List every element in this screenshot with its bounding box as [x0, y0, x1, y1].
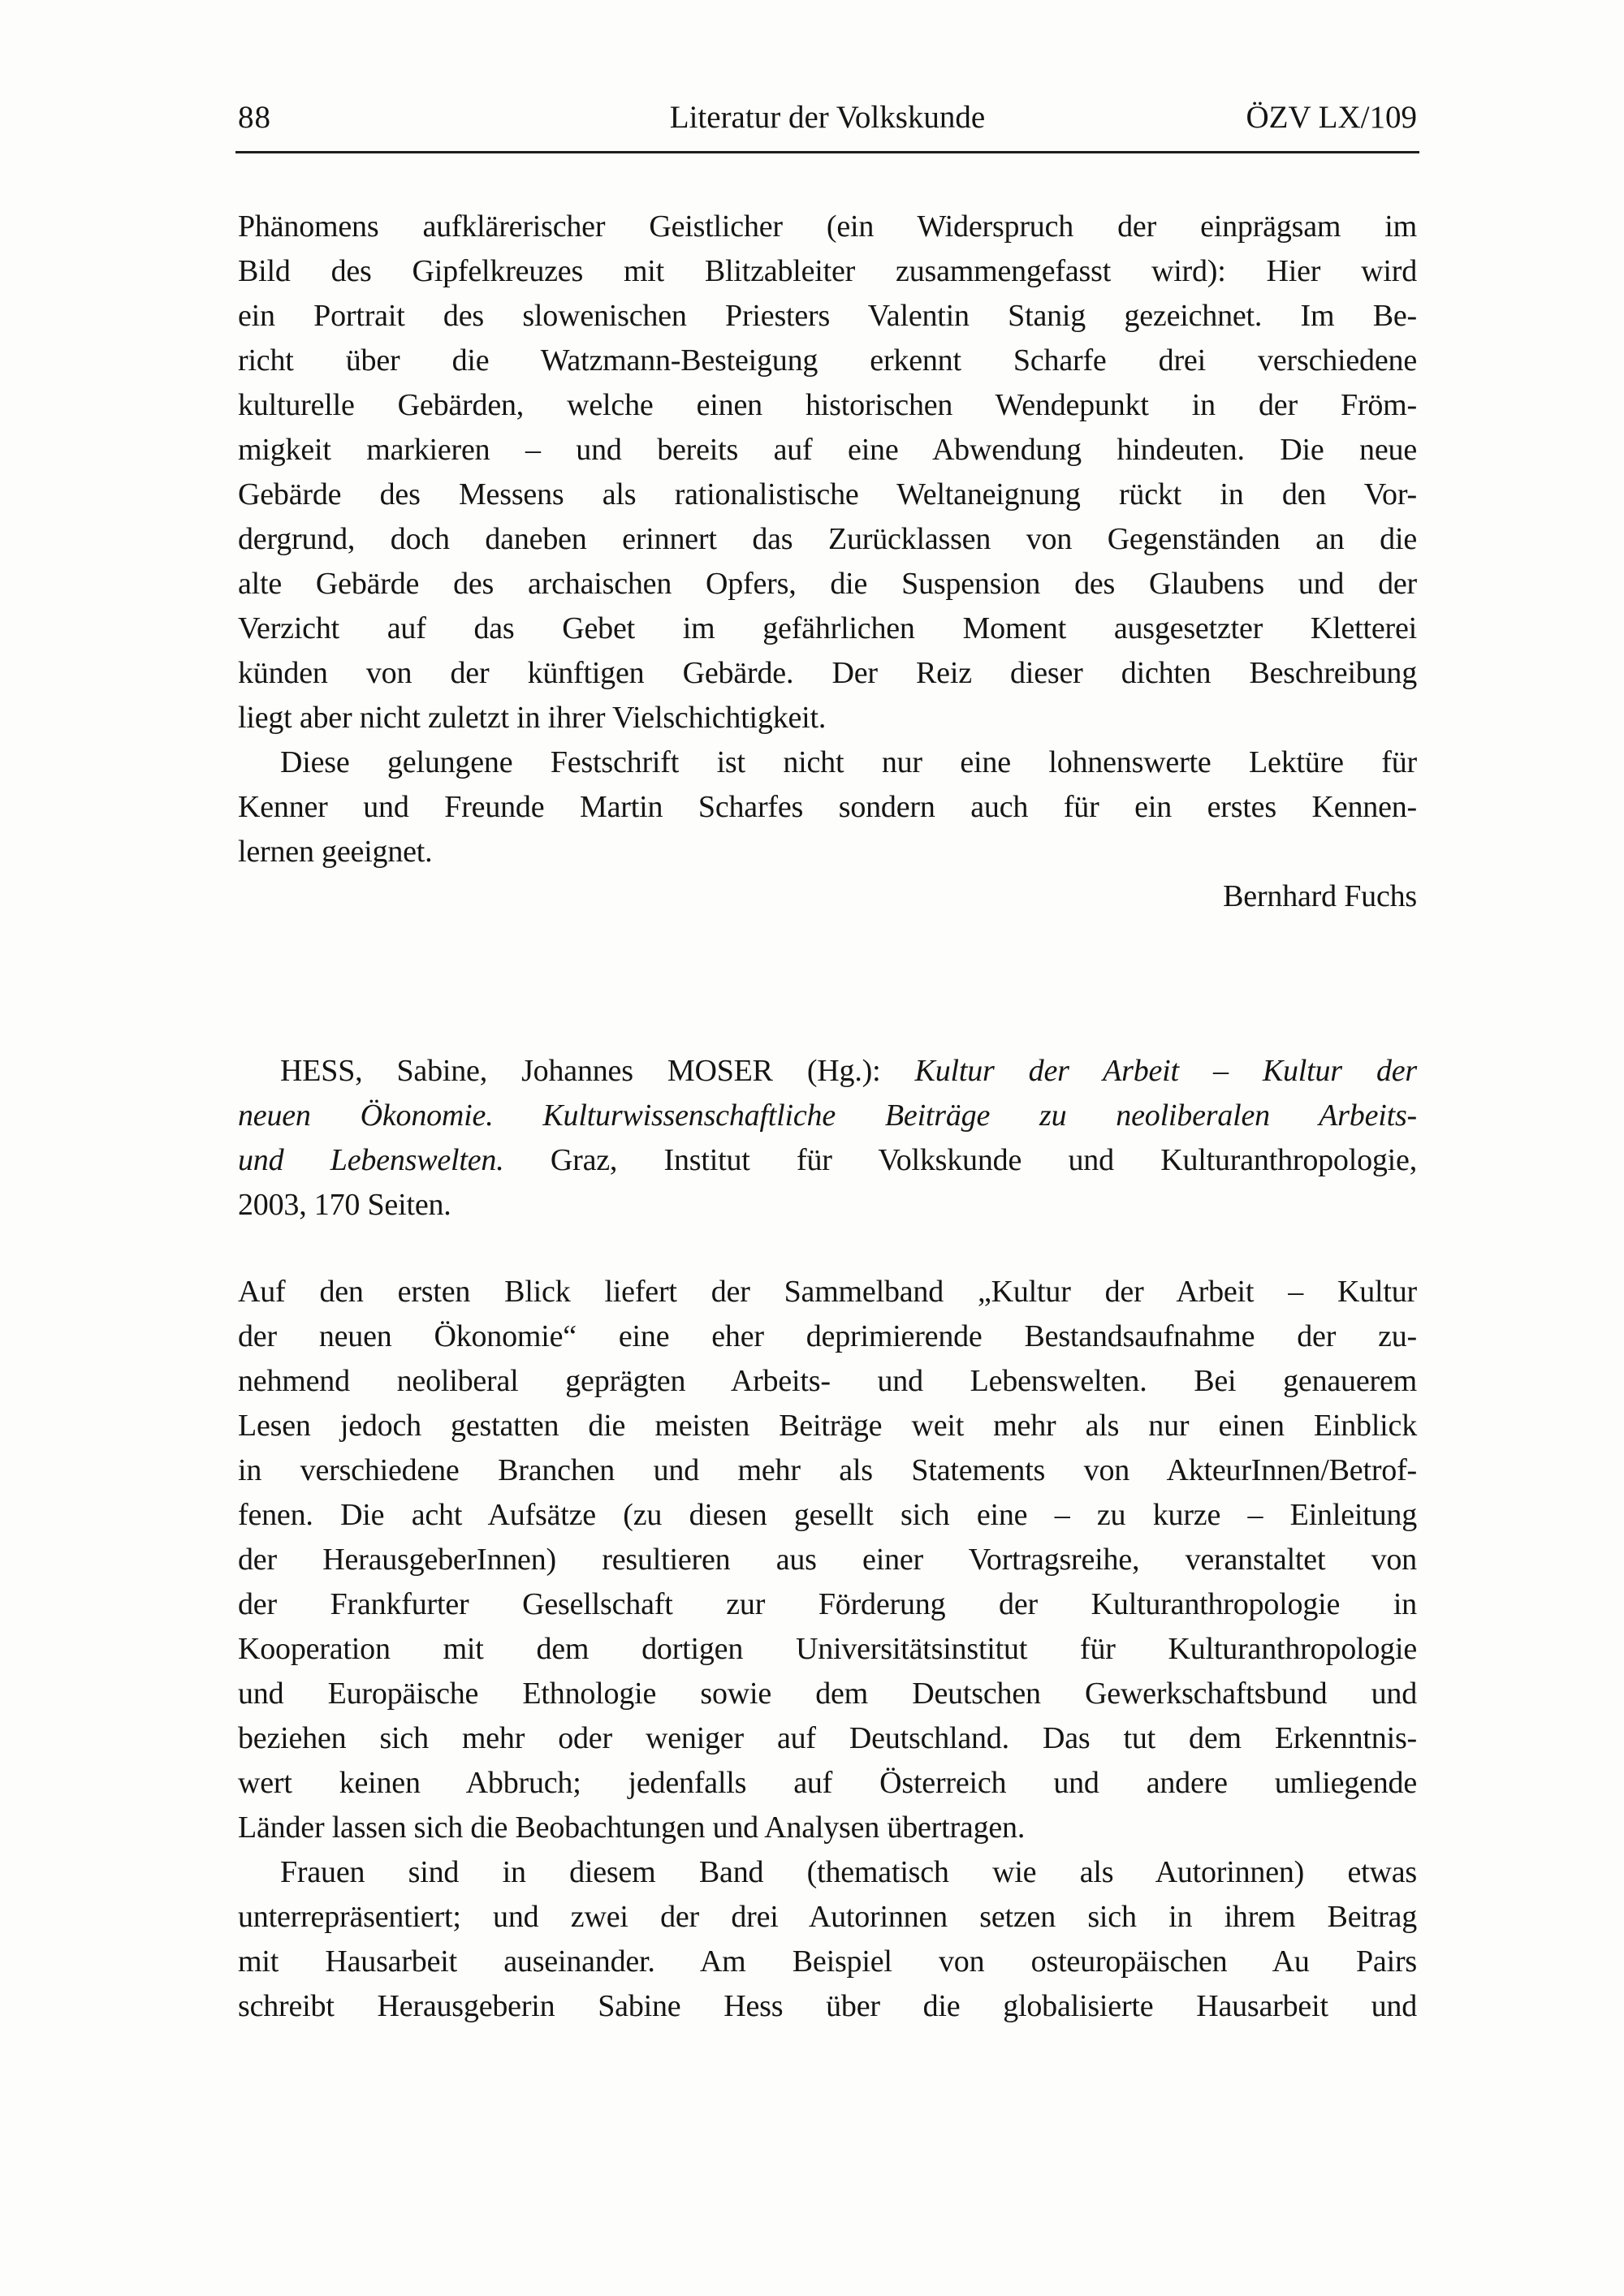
text-line: und Lebenswelten. Graz, Institut für Volkskunde und Kulturanthropologie, [238, 1143, 1418, 1177]
text-line: Verzicht auf das Gebet im gefährlichen Moment ausgesetzter Kletterei [238, 611, 1417, 645]
text-line: HESS, Sabine, Johannes MOSER (Hg.): Kultur der Arbeit – Kultur der [280, 1054, 1418, 1088]
review-1-closing [238, 740, 1417, 874]
text-line: nehmend neoliberal geprägten Arbeits- und Lebenswelten. Bei genauerem [238, 1364, 1417, 1398]
text-line: ein Portrait des slowenischen Priesters Valentin Stanig gezeichnet. Im Be- [238, 299, 1417, 333]
text-line: Lesen jedoch gestatten die meisten Beiträge weit mehr als nur einen Einblick [238, 1409, 1417, 1443]
vertical-gap [238, 919, 1417, 1049]
text-line: kulturelle Gebärden, welche einen historischen Wendepunkt in der Fröm- [238, 388, 1417, 422]
journal-volume-ref: ÖZV LX/109 [1246, 100, 1418, 135]
text-line: Kenner und Freunde Martin Scharfes sondern auch für ein erstes Kennen- [238, 790, 1417, 824]
text-line: dergrund, doch daneben erinnert das Zurücklassen von Gegenständen an die [238, 522, 1417, 556]
text-line: neuen Ökonomie. Kulturwissenschaftliche Beiträge zu neoliberalen Arbeits- [238, 1098, 1417, 1133]
text-line: richt über die Watzmann-Besteigung erkennt Scharfe drei verschiedene [238, 343, 1417, 378]
text-line: liegt aber nicht zuletzt in ihrer Vielschichtigkeit. [238, 701, 827, 735]
citation-hess-moser [238, 1049, 1417, 1228]
text-line: Kooperation mit dem dortigen Universitätsinstitut für Kulturanthropologie [238, 1632, 1417, 1666]
page-number: 88 [238, 100, 271, 135]
text-column [238, 205, 1417, 2029]
text-line: Auf den ersten Blick liefert der Sammelband „Kultur der Arbeit – Kultur [238, 1275, 1417, 1309]
reviewer-signature: Bernhard Fuchs [1223, 879, 1417, 913]
running-head-title: Literatur der Volkskunde [669, 100, 986, 135]
text-line: in verschiedene Branchen und mehr als Statements von AkteurInnen/Betrof- [238, 1453, 1417, 1487]
text-line: der neuen Ökonomie“ eine eher deprimierende Bestandsaufnahme der zu- [238, 1319, 1417, 1353]
text-line: der Frankfurter Gesellschaft zur Förderung der Kulturanthropologie in [238, 1587, 1417, 1621]
text-line: mit Hausarbeit auseinander. Am Beispiel von osteuropäischen Au Pairs [238, 1944, 1417, 1979]
text-line: alte Gebärde des archaischen Opfers, die Suspension des Glaubens und der [238, 567, 1417, 601]
text-line: Bild des Gipfelkreuzes mit Blitzableiter zusammengefasst wird): Hier wird [238, 254, 1417, 288]
text-line: schreibt Herausgeberin Sabine Hess über die globalisierte Hausarbeit und [238, 1989, 1417, 2023]
review-1-body [238, 205, 1417, 740]
vertical-gap [238, 1228, 1417, 1270]
review-2-paragraph-1 [238, 1270, 1417, 1850]
text-line: Diese gelungene Festschrift ist nicht nur eine lohnenswerte Lektüre für [280, 745, 1417, 779]
review-2-paragraph-2 [238, 1850, 1417, 2029]
text-line: Gebärde des Messens als rationalistische Weltaneignung rückt in den Vor- [238, 477, 1417, 511]
text-line: der HerausgeberInnen) resultieren aus einer Vortragsreihe, veranstaltet von [238, 1543, 1417, 1577]
text-line: lernen geeignet. [238, 835, 433, 869]
header-rule [235, 151, 1419, 153]
text-line: 2003, 170 Seiten. [238, 1188, 451, 1222]
text-line: und Europäische Ethnologie sowie dem Deutschen Gewerkschaftsbund und [238, 1677, 1417, 1711]
text-line: unterrepräsentiert; und zwei der drei Autorinnen setzen sich in ihrem Beitrag [238, 1900, 1417, 1934]
text-line: fenen. Die acht Aufsätze (zu diesen gesellt sich eine – zu kurze – Einleitung [238, 1498, 1417, 1532]
running-header [238, 99, 1417, 136]
text-line: Frauen sind in diesem Band (thematisch wie als Autorinnen) etwas [280, 1855, 1417, 1889]
text-line: Phänomens aufklärerischer Geistlicher (ein Widerspruch der einprägsam im [238, 209, 1417, 244]
text-line: Länder lassen sich die Beobachtungen und Analysen übertragen. [238, 1810, 1026, 1845]
text-line: beziehen sich mehr oder weniger auf Deutschland. Das tut dem Erkenntnis- [238, 1721, 1417, 1755]
text-line: wert keinen Abbruch; jedenfalls auf Österreich und andere umliegende [238, 1766, 1417, 1800]
text-line: migkeit markieren – und bereits auf eine Abwendung hindeuten. Die neue [238, 433, 1417, 467]
text-line: künden von der künftigen Gebärde. Der Reiz dieser dichten Beschreibung [238, 656, 1417, 690]
